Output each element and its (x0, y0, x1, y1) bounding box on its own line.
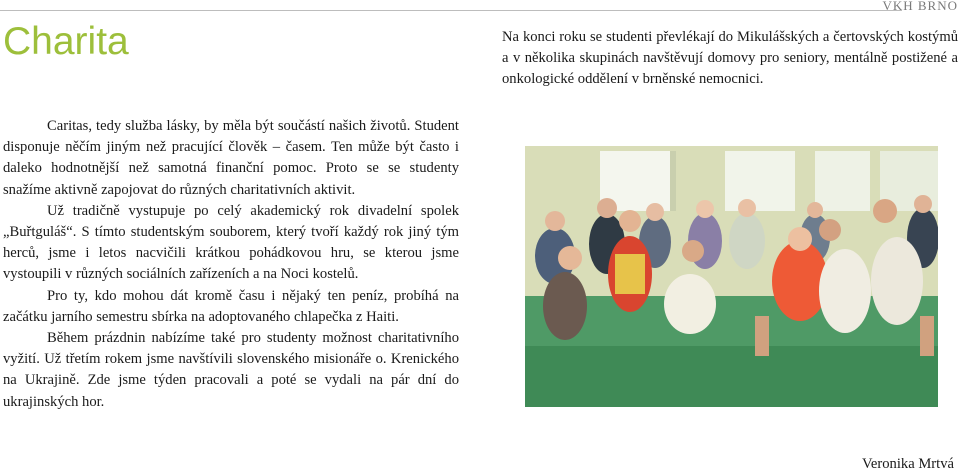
right-paragraph: Na konci roku se studenti převlékají do Mikulášských a čertovských kostýmů a v několika skupinách navštěvují domovy pro seniory, mentálně postižené a onkologické oddělení v brněnské nemocnici. (502, 29, 958, 88)
author-name: Veronika Mrtvá (862, 456, 954, 472)
paragraph-summer: Během prázdnin nabízíme také pro studenty možnost charitativního vyžití. Už třetím rokem jsme navštívili slovenského misionáře o. Krenického na Ukrajině. Zde jsme týden pracovali a poté se vydali na pár dní do ukrajinských hor. (3, 330, 459, 410)
header-rule (0, 10, 902, 11)
paragraph-caritas: Caritas, tedy služba lásky, by měla být součástí našich životů. Student disponuje něčím jiným než pracující člověk – časem. Ten může být často i daleko hodnotnější než samotná finanční pomoc. Proto se se studenty snažíme aktivně zapojovat do různých charitativních aktivit. (3, 118, 459, 198)
paragraph-collection: Pro ty, kdo mohou dát kromě času i nějaký ten peníz, probíhá na začátku jarního semestru sbírka na adoptovaného chlapečka z Haiti. (3, 287, 459, 325)
group-photo (525, 146, 938, 407)
paragraph-theatre: Už tradičně vystupuje po celý akademický rok divadelní spolek „Buřtguláš“. S tímto studentským souborem, který tvoří každý rok jiný tým herců, jsme i letos nacvičili krátkou pohádkovou hru, se kterou jsme vystoupili v různých sociálních zařízeních a na Noci kostelů. (3, 202, 459, 283)
header-tag: VKH BRNO (882, 0, 958, 13)
group-photo-image (525, 146, 938, 407)
page-title: Charita (3, 20, 129, 63)
left-column (3, 116, 459, 413)
